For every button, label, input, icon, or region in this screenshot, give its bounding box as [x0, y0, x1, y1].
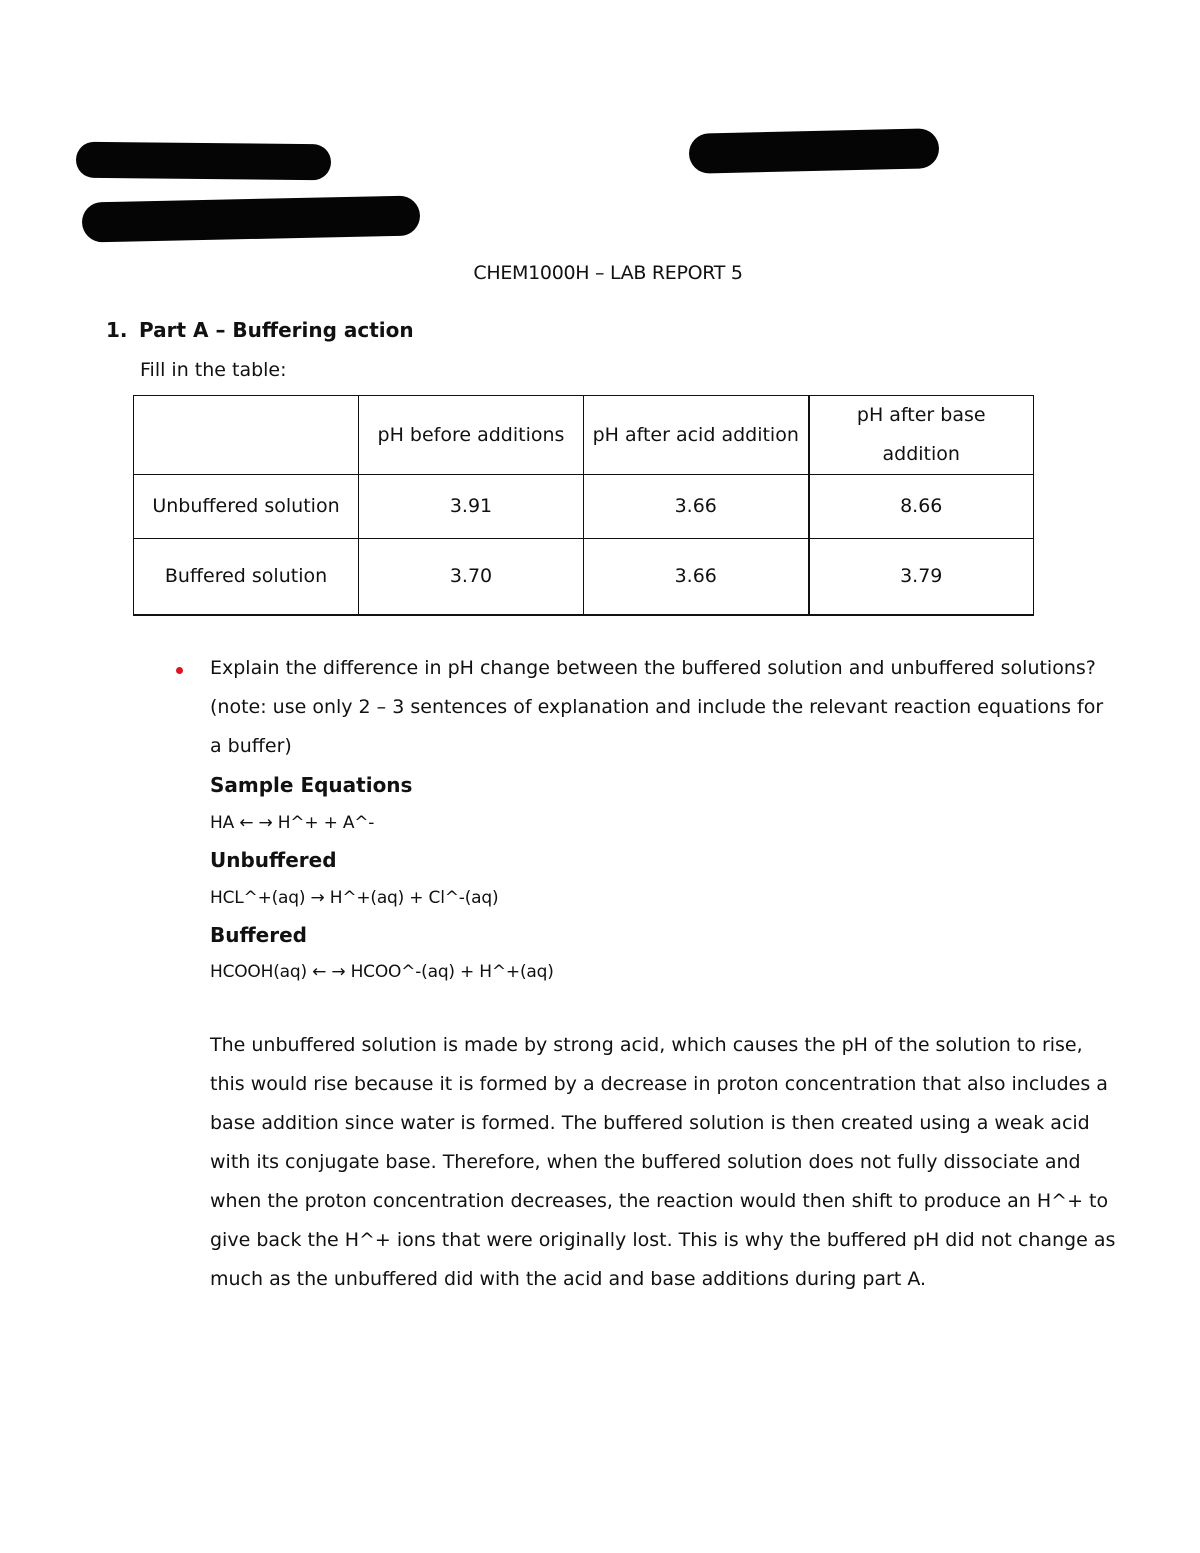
- table-row: [134, 475, 1034, 539]
- buffered-heading: Buffered: [210, 923, 307, 947]
- ph-results-table: [133, 395, 1034, 616]
- section-heading: [106, 318, 414, 342]
- section-title: Part A – Buffering action: [139, 318, 414, 342]
- bullet-icon: [176, 667, 183, 674]
- row-label: Buffered solution: [134, 539, 359, 616]
- section-number: 1.: [106, 318, 128, 342]
- redaction-mark-date: [689, 128, 940, 174]
- table-header-row: [134, 396, 1034, 475]
- table-header-cell: pH after base addition: [809, 396, 1034, 475]
- sample-equation: HA ← → H^+ + A^-: [210, 813, 375, 833]
- row-label: Unbuffered solution: [134, 475, 359, 539]
- table-row: [134, 539, 1034, 616]
- table-cell: 3.91: [359, 475, 584, 539]
- buffered-equation: HCOOH(aq) ← → HCOO^-(aq) + H^+(aq): [210, 962, 554, 982]
- table-header-cell-empty: [134, 396, 359, 475]
- table-instruction: Fill in the table:: [140, 359, 287, 381]
- redaction-mark-id: [82, 195, 421, 242]
- table-cell: 3.66: [584, 475, 809, 539]
- redaction-mark-name: [76, 142, 331, 181]
- table-cell: 3.79: [809, 539, 1034, 616]
- report-title: CHEM1000H – LAB REPORT 5: [473, 262, 743, 284]
- table-cell: 3.66: [584, 539, 809, 616]
- question-text: Explain the difference in pH change between the buffered solution and unbuffered solutions? (note: use only 2 – 3 sentences of explanation and include the relevant reaction equations for a buffer): [210, 657, 1104, 757]
- sample-equations-heading: Sample Equations: [210, 773, 413, 797]
- table-header-cell: pH after acid addition: [584, 396, 809, 475]
- table-header-cell: pH before additions: [359, 396, 584, 475]
- table-cell: 8.66: [809, 475, 1034, 539]
- table-cell: 3.70: [359, 539, 584, 616]
- answer-paragraph: The unbuffered solution is made by strong acid, which causes the pH of the solution to rise, this would rise because it is formed by a decrease in proton concentration that also includes a base addition since water is formed. The buffered solution is then created using a weak acid with its conjugate base. Therefore, when the buffered solution does not fully dissociate and when the proton concentration decreases, the reaction would then shift to produce an H^+ to give back the H^+ ions that were originally lost. This is why the buffered pH did not change as much as the unbuffered did with the acid and base additions during part A.: [210, 1034, 1116, 1290]
- unbuffered-heading: Unbuffered: [210, 848, 337, 872]
- unbuffered-equation: HCL^+(aq) → H^+(aq) + Cl^-(aq): [210, 888, 499, 908]
